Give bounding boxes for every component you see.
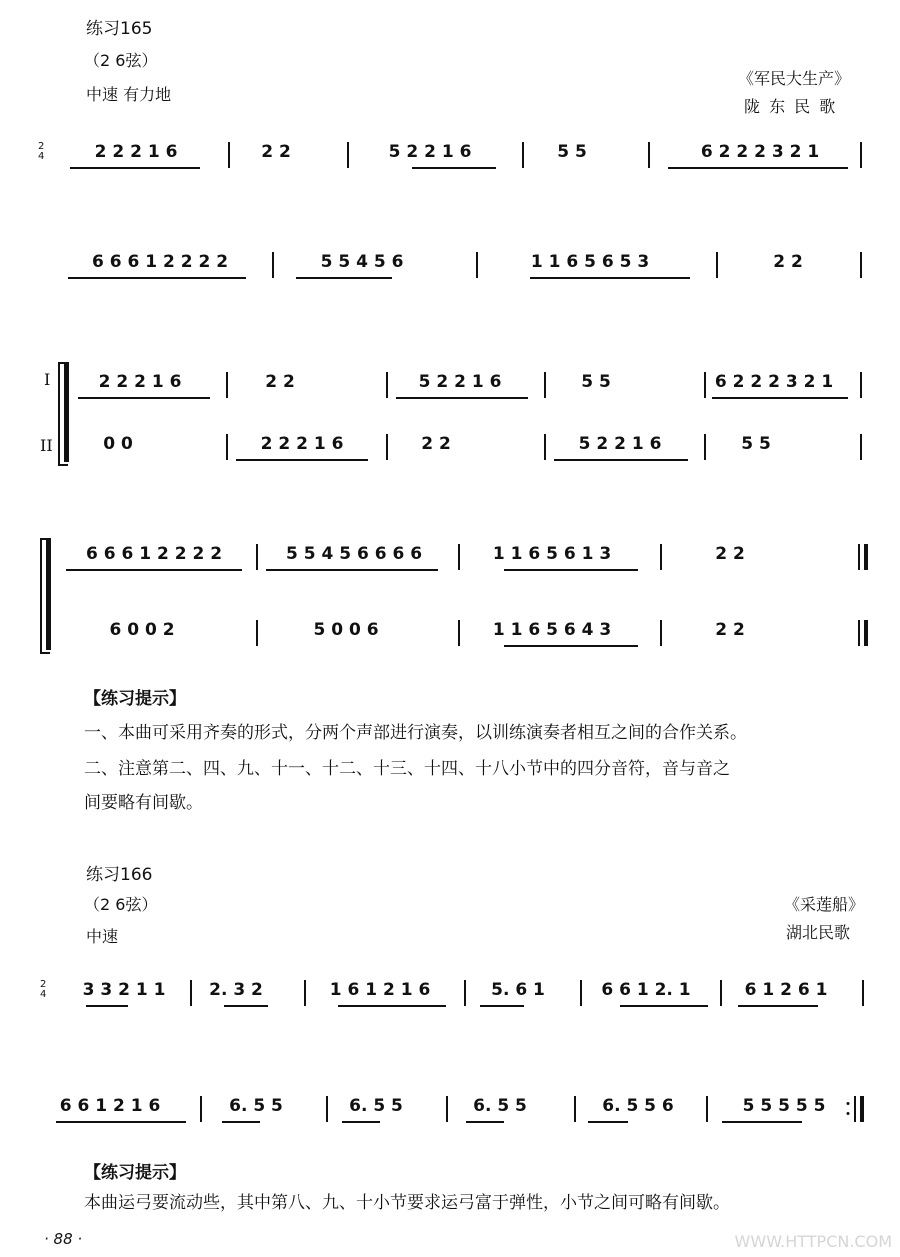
measure-4: 5 5 <box>557 142 587 162</box>
barline <box>860 372 862 398</box>
barline <box>544 434 546 460</box>
ex165-duet-upper-1 <box>0 372 900 402</box>
barline <box>858 544 860 570</box>
barline <box>862 980 864 1006</box>
barline <box>660 544 662 570</box>
beam <box>530 277 690 279</box>
measure-1: 2 2 2 1 6 <box>94 142 178 162</box>
beam <box>738 1005 818 1007</box>
barline <box>228 142 230 168</box>
measure: 5 5 <box>581 372 611 392</box>
tips-165-heading: 【练习提示】 <box>84 689 186 709</box>
measure-9: 6. 5 5 <box>349 1096 403 1116</box>
barline <box>580 980 582 1006</box>
barline <box>860 434 862 460</box>
beam <box>412 167 496 169</box>
measure: 2 2 <box>715 620 745 640</box>
tips-166-heading: 【练习提示】 <box>84 1163 186 1183</box>
barline <box>544 372 546 398</box>
tips-165-paragraph-1: 一、本曲可采用齐奏的形式，分两个声部进行演奏，以训练演奏者相互之间的合作关系。 <box>84 723 747 743</box>
barline <box>706 1096 708 1122</box>
measure-6: 6 1 2 6 1 <box>744 980 828 1000</box>
barline <box>386 372 388 398</box>
beam <box>504 645 638 647</box>
exercise-165-strings: （2 6弦） <box>84 51 158 70</box>
measure-11: 6. 5 5 6 <box>602 1096 674 1116</box>
measure-7: 6 6 1 2 1 6 <box>59 1096 161 1116</box>
exercise-165-origin: 陇 东 民 歌 <box>744 97 838 116</box>
barline <box>272 252 274 278</box>
barline <box>458 620 460 646</box>
page-number: · 88 · <box>44 1230 83 1248</box>
beam <box>266 569 438 571</box>
beam <box>70 167 200 169</box>
tips-166-paragraph: 本曲运弓要流动些，其中第八、九、十小节要求运弓富于弹性，小节之间可略有间歇。 <box>84 1193 730 1213</box>
measure-9: 2 2 <box>773 252 803 272</box>
measure-2: 2. 3 2 <box>209 980 263 1000</box>
tips-165-paragraph-2b: 间要略有间歇。 <box>84 793 203 813</box>
exercise-166-song-title: 《采莲船》 <box>784 895 865 914</box>
beam <box>554 459 688 461</box>
barline <box>476 252 478 278</box>
measure-8: 1 1 6 5 6 5 3 <box>530 252 650 272</box>
exercise-166-origin: 湖北民歌 <box>786 923 851 942</box>
ex165-duet-lower-1 <box>0 434 900 464</box>
measure: 6 0 0 2 <box>109 620 175 640</box>
barline <box>386 434 388 460</box>
measure: 1 1 6 5 6 4 3 <box>492 620 612 640</box>
beam <box>224 1005 268 1007</box>
barline <box>458 544 460 570</box>
barline <box>704 372 706 398</box>
measure-10: 6. 5 5 <box>473 1096 527 1116</box>
measure: 5 2 2 1 6 <box>578 434 662 454</box>
beam <box>504 569 638 571</box>
barline <box>574 1096 576 1122</box>
barline <box>256 620 258 646</box>
measure-5: 6 2 2 2 3 2 1 <box>700 142 820 162</box>
barline <box>304 980 306 1006</box>
measure: 5 5 4 5 6 6 6 6 <box>285 544 423 564</box>
beam <box>68 277 246 279</box>
watermark: WWW.HTTPCN.COM <box>734 1232 892 1251</box>
beam <box>222 1121 260 1123</box>
measure: 5 5 <box>741 434 771 454</box>
barline <box>854 1096 856 1122</box>
beam <box>712 397 848 399</box>
measure-3: 5 2 2 1 6 <box>388 142 472 162</box>
barline <box>190 980 192 1006</box>
exercise-166-strings: （2 6弦） <box>84 895 158 914</box>
measure-8: 6. 5 5 <box>229 1096 283 1116</box>
part-label-1: I <box>44 370 51 389</box>
measure-5: 6 6 1 2. 1 <box>601 980 691 1000</box>
measure: 0 0 <box>103 434 133 454</box>
measure-12: 5 5 5 5 5 <box>742 1096 826 1116</box>
barline <box>860 252 862 278</box>
ex165-line-1 <box>0 142 900 172</box>
measure: 5 0 0 6 <box>313 620 379 640</box>
beam <box>620 1005 708 1007</box>
measure-1: 3 3 2 1 1 <box>82 980 166 1000</box>
final-barline <box>864 544 868 570</box>
barline <box>720 980 722 1006</box>
beam <box>236 459 368 461</box>
measure: 2 2 2 1 6 <box>260 434 344 454</box>
measure-4: 5. 6 1 <box>491 980 545 1000</box>
beam <box>66 569 242 571</box>
exercise-166-title: 练习166 <box>86 865 153 885</box>
measure-3: 1 6 1 2 1 6 <box>329 980 431 1000</box>
repeat-dot <box>847 1112 850 1115</box>
beam <box>342 1121 380 1123</box>
time-signature: 2 4 <box>38 141 45 162</box>
measure: 2 2 <box>421 434 451 454</box>
barline <box>464 980 466 1006</box>
ex166-line-1 <box>0 980 900 1010</box>
part-label-2: II <box>40 436 53 455</box>
barline <box>860 142 862 168</box>
ex165-duet-lower-2 <box>0 620 900 650</box>
final-barline <box>860 1096 864 1122</box>
measure: 6 2 2 2 3 2 1 <box>714 372 834 392</box>
barline <box>226 434 228 460</box>
beam <box>396 397 528 399</box>
measure: 2 2 2 1 6 <box>98 372 182 392</box>
barline <box>648 142 650 168</box>
beam <box>466 1121 504 1123</box>
beam <box>588 1121 628 1123</box>
exercise-165-tempo: 中速 有力地 <box>86 85 172 104</box>
ex166-line-2 <box>0 1096 900 1126</box>
tips-165-paragraph-2a: 二、注意第二、四、九、十一、十二、十三、十四、十八小节中的四分音符，音与音之 <box>84 759 730 779</box>
final-barline <box>864 620 868 646</box>
barline <box>200 1096 202 1122</box>
barline <box>347 142 349 168</box>
measure: 6 6 6 1 2 2 2 2 <box>85 544 223 564</box>
measure-2: 2 2 <box>261 142 291 162</box>
measure-7: 5 5 4 5 6 <box>320 252 404 272</box>
beam <box>480 1005 524 1007</box>
beam <box>722 1121 802 1123</box>
beam <box>78 397 210 399</box>
measure: 2 2 <box>265 372 295 392</box>
time-signature: 2 4 <box>40 979 47 1000</box>
exercise-165-title: 练习165 <box>86 19 153 39</box>
measure: 5 2 2 1 6 <box>418 372 502 392</box>
barline <box>660 620 662 646</box>
ex165-line-2 <box>0 252 900 282</box>
barline <box>446 1096 448 1122</box>
measure-6: 6 6 6 1 2 2 2 2 <box>91 252 229 272</box>
beam <box>86 1005 128 1007</box>
exercise-165-song-title: 《军民大生产》 <box>738 69 851 88</box>
measure: 2 2 <box>715 544 745 564</box>
barline <box>226 372 228 398</box>
beam <box>56 1121 186 1123</box>
exercise-166-tempo: 中速 <box>86 927 119 946</box>
beam <box>668 167 848 169</box>
ex165-duet-upper-2 <box>0 544 900 574</box>
barline <box>326 1096 328 1122</box>
measure: 1 1 6 5 6 1 3 <box>492 544 612 564</box>
beam <box>338 1005 446 1007</box>
barline <box>858 620 860 646</box>
barline <box>716 252 718 278</box>
repeat-dot <box>847 1102 850 1105</box>
beam <box>296 277 392 279</box>
barline <box>704 434 706 460</box>
barline <box>256 544 258 570</box>
barline <box>522 142 524 168</box>
